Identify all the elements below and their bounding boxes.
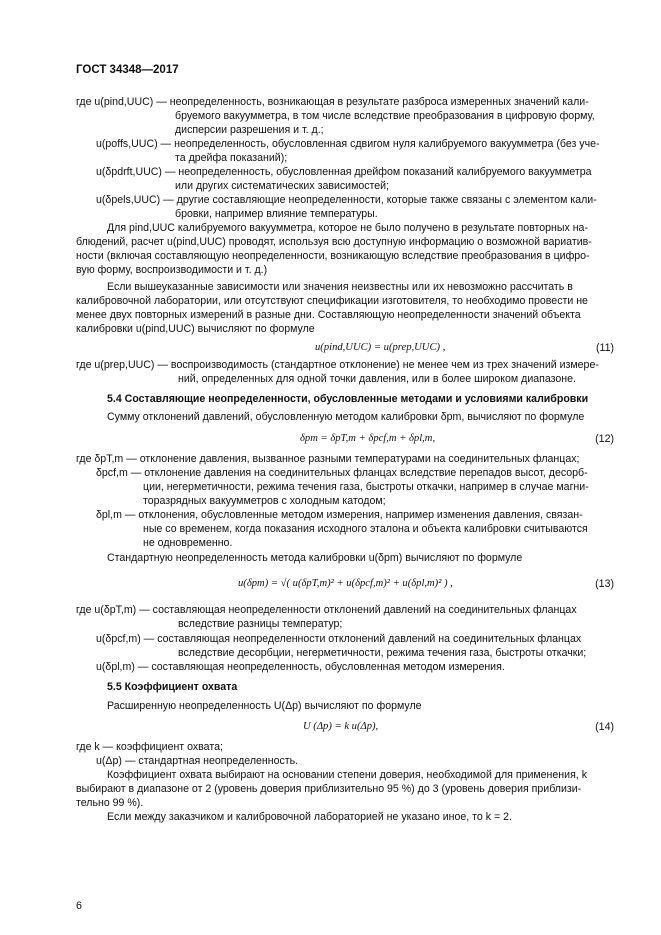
text-line: Сумму отклонений давлений, обусловленную методом калибровки δpm, вычисляют по формуле [107, 411, 585, 423]
section-heading-5-5: 5.5 Коэффициент охвата [107, 681, 238, 693]
text-line: δpcf,m — отклонение давления на соединительных фланцах вследствие перепадов высот, десорб- [96, 467, 588, 479]
text-line: ные со временем, когда показания исходного эталона и объекта калибровки считываются [143, 523, 588, 535]
text-line: менее двух повторных измерений в разные дни. Составляющую неопределенности значений объекта [76, 309, 581, 321]
text-line: вследствие разницы температур; [178, 618, 343, 630]
text-line: ний, определенных для одной точки давления, или в более широком диапазоне. [178, 373, 576, 385]
text-line: бруемого вакуумметра, в том числе вследствие преобразования в цифровую форму, [175, 110, 595, 122]
text-line: калибровочной лаборатории, или отсутствуют спецификации изготовителя, то необходимо провести не [76, 295, 588, 307]
text-line: Коэффициент охвата выбирают на основании степени доверия, необходимой для применения, k [107, 769, 587, 781]
text-line: где u(δpT,m) — составляющая неопределенности отклонений давлений на соединительных фланцах [76, 604, 577, 616]
equation-12: δpm = δpT,m + δpcf,m + δpl,m, [300, 433, 436, 444]
text-line: бровки, например влияние температуры. [175, 208, 378, 220]
text-line: Для pind,UUC калибруемого вакуумметра, которое не было получено в результате повторных на- [107, 222, 588, 234]
text-line: u(δpl,m) — составляющая неопределенность, обусловленная методом измерения. [96, 661, 505, 673]
text-line: Стандартную неопределенность метода калибровки u(δpm) вычисляют по формуле [107, 552, 523, 564]
page-number: 6 [76, 900, 82, 912]
text-line: Если вышеуказанные зависимости или значения неизвестны или их невозможно рассчитать в [107, 281, 573, 293]
text-line: где u(prep,UUC) — воспроизводимость (стандартное отклонение) не менее чем из трех значений измере- [76, 359, 599, 371]
text-line: ности (включая составляющую неопределенности, возникающую вследствие преобразования в цифро- [76, 250, 590, 262]
text-line: вую форму, воспроизводимости и т. д.) [76, 264, 268, 276]
equation-number-11: (11) [595, 342, 614, 354]
text-line: u(δpcf,m) — составляющая неопределенности отклонений давлений на соединительных фланцах [96, 633, 582, 645]
text-line: дисперсии разрешения и т. д.; [175, 124, 324, 136]
text-line: ции, негерметичности, режима течения газа, быстроты откачки, например в случае магни- [143, 481, 589, 493]
text-line: торазрядных вакуумметров с холодным катодом; [143, 495, 386, 507]
text-line: δpl,m — отклонения, обусловленные методом измерения, например изменения давления, связан- [96, 509, 583, 521]
text-line: где δpT,m — отклонение давления, вызванное разными температурами на соединительных фланцах; [76, 453, 580, 465]
text-line: u(δpdrft,UUC) — неопределенность, обусловленная дрейфом показаний калибруемого вакуумметра [96, 166, 592, 178]
equation-13: u(δpm) = √( u(δpT,m)² + u(δpcf,m)² + u(δpl,m)² ) , [238, 578, 453, 589]
text-line: калибровки u(pind,UUC) вычисляют по формуле [76, 323, 315, 335]
text-line: блюдений, расчет u(pind,UUC) проводят, используя всю доступную информацию о возможной вариатив- [76, 236, 592, 248]
equation-14: U (Δp) = k u(Δp), [303, 721, 379, 732]
text-line: u(poffs,UUC) — неопределенность, обусловленная сдвигом нуля калибруемого вакуумметра (без уче- [96, 138, 600, 150]
text-line: u(Δp) — стандартная неопределенность. [96, 755, 299, 767]
text-line: тельно 99 %). [76, 797, 144, 809]
equation-number-13: (13) [595, 578, 614, 590]
text-line: та дрейфа показаний); [175, 152, 288, 164]
text-line: вследствие десорбции, негерметичности, режима течения газа, быстроты откачки; [178, 647, 587, 659]
text-line: Расширенную неопределенность U(Δp) вычисляют по формуле [107, 700, 422, 712]
text-line: Если между заказчиком и калибровочной лабораторией не указано иное, то k = 2. [107, 811, 512, 823]
section-heading-5-4: 5.4 Составляющие неопределенности, обусловленные методами и условиями калибровки [107, 393, 589, 405]
text-line: не одновременно. [143, 537, 233, 549]
text-line: где k — коэффициент охвата; [76, 741, 223, 753]
text-line: или других систематических зависимостей; [175, 180, 390, 192]
equation-number-14: (14) [595, 721, 614, 733]
text-line: u(δpels,UUC) — другие составляющие неопределенности, которые также связаны с элементом кали- [96, 194, 597, 206]
equation-number-12: (12) [595, 433, 614, 445]
standard-header: ГОСТ 34348—2017 [76, 64, 179, 76]
equation-11: u(pind,UUC) = u(prep,UUC) , [315, 342, 446, 353]
text-line: выбирают в диапазоне от 2 (уровень доверия приблизительно 95 %) до 3 (уровень доверия приблизи- [76, 783, 582, 795]
text-line: где u(pind,UUC) — неопределенность, возникающая в результате разброса измеренных значений кали- [76, 96, 589, 108]
